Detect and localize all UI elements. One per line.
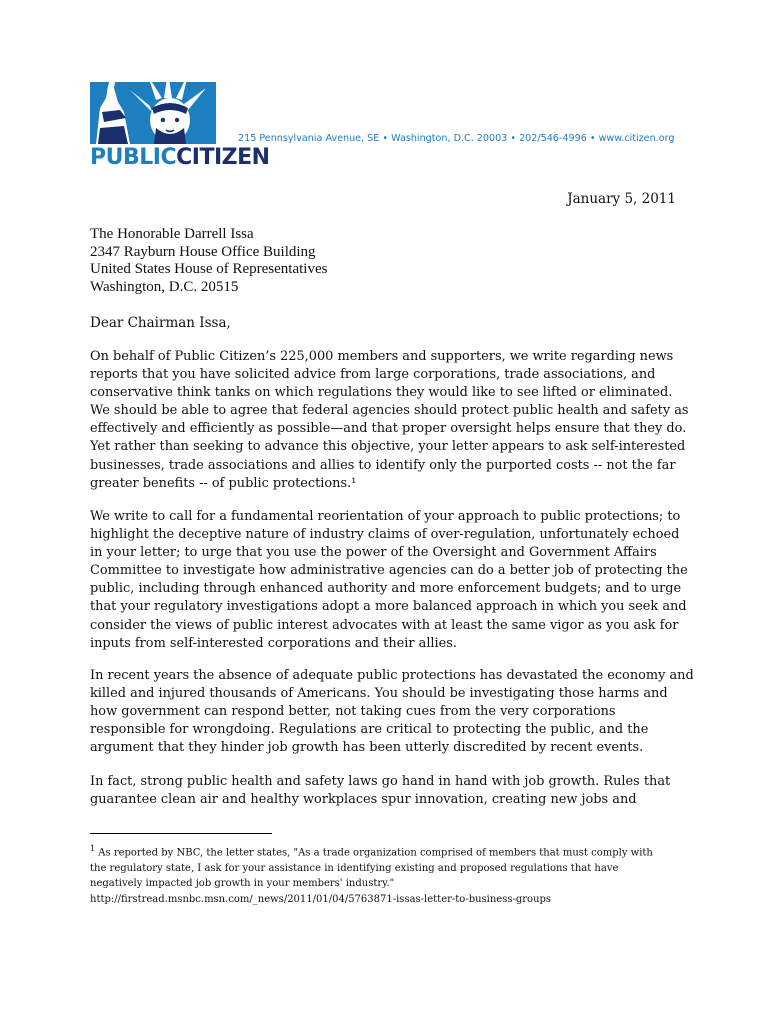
body-line: Yet rather than seeking to advance this objective, your letter appears to ask self-interested <box>90 439 686 455</box>
body-paragraph-2 <box>90 508 690 653</box>
body-line: argument that they hinder job growth has been utterly discredited by recent events. <box>90 740 644 756</box>
body-line: conservative think tanks on which regulations they would like to see lifted or eliminated. <box>90 385 673 401</box>
footnote-link[interactable]: http://firstread.msnbc.msn.com/_news/2011/01/04/5763871-issas-letter-to-business-groups <box>90 893 552 905</box>
body-line: In fact, strong public health and safety laws go hand in hand with job growth. Rules that <box>90 774 671 789</box>
footnote <box>90 841 653 907</box>
body-line: On behalf of Public Citizen’s 225,000 members and supporters, we write regarding news <box>90 349 674 364</box>
body-line: how government can respond better, not taking cues from the very corporations <box>90 704 616 720</box>
body-line: highlight the deceptive nature of industry claims of over-regulation, unfortunately echoed <box>90 527 680 543</box>
recipient-line: United States House of Representatives <box>90 261 328 278</box>
body-paragraph-1 <box>90 348 690 493</box>
body-line: In recent years the absence of adequate public protections has devastated the economy and <box>90 668 694 683</box>
footnote-divider <box>90 833 272 834</box>
body-line: guarantee clean air and healthy workplaces spur innovation, creating new jobs and <box>90 792 637 808</box>
body-line: that your regulatory investigations adopt a more balanced approach in which you seek and <box>90 599 687 615</box>
statue-of-liberty-icon <box>90 68 216 144</box>
body-paragraph-3 <box>90 667 694 757</box>
salutation: Dear Chairman Issa, <box>90 315 231 331</box>
recipient-line: 2347 Rayburn House Office Building <box>90 243 316 260</box>
recipient-line: Washington, D.C. 20515 <box>90 278 239 295</box>
body-line: We should be able to agree that federal agencies should protect public health and safety as <box>90 403 689 419</box>
logo-word-citizen: CITIZEN <box>176 145 270 170</box>
recipient-block <box>90 226 327 296</box>
body-line: effectively and efficiently as possible—and that proper oversight helps ensure that they do. <box>90 421 687 437</box>
footnote-line <box>90 841 653 861</box>
body-line: responsible for wrongdoing. Regulations are critical to protecting the public, and the <box>90 722 649 738</box>
letterhead-address: 215 Pennsylvania Avenue, SE • Washington, D.C. 20003 • 202/546-4996 • www.citizen.org <box>238 133 675 144</box>
body-line: killed and injured thousands of Americans. You should be investigating those harms and <box>90 686 668 702</box>
body-line: public, including through enhanced authority and more enforcement budgets; and to urge <box>90 581 682 597</box>
footnote-text: As reported by NBC, the letter states, "As a trade organization comprised of members that must comply with <box>98 847 653 859</box>
body-line: businesses, trade associations and allies to identify only the purported costs -- not the far <box>90 457 676 473</box>
logo-word-public: PUBLIC <box>90 145 177 170</box>
body-line: greater benefits -- of public protections.¹ <box>90 475 357 491</box>
footnote-line: negatively impacted job growth in your members' industry." <box>90 878 395 890</box>
letter-date: January 5, 2011 <box>567 191 676 207</box>
footnote-marker: 1 <box>90 844 96 853</box>
footnote-line: the regulatory state, I ask for your assistance in identifying existing and proposed regulations that have <box>90 862 619 874</box>
body-line: inputs from self-interested corporations and their allies. <box>90 635 458 651</box>
body-line: We write to call for a fundamental reorientation of your approach to public protections; to <box>90 509 681 524</box>
body-line: reports that you have solicited advice from large corporations, trade associations, and <box>90 367 656 383</box>
public-citizen-logo <box>90 68 270 176</box>
body-line: consider the views of public interest advocates with at least the same vigor as you ask for <box>90 617 679 633</box>
body-line: in your letter; to urge that you use the power of the Oversight and Government Affairs <box>90 545 657 561</box>
body-paragraph-4 <box>90 773 690 809</box>
body-line: Committee to investigate how administrative agencies can do a better job of protecting the <box>90 563 688 579</box>
recipient-line: The Honorable Darrell Issa <box>90 226 254 242</box>
logo-wordmark <box>90 144 270 172</box>
